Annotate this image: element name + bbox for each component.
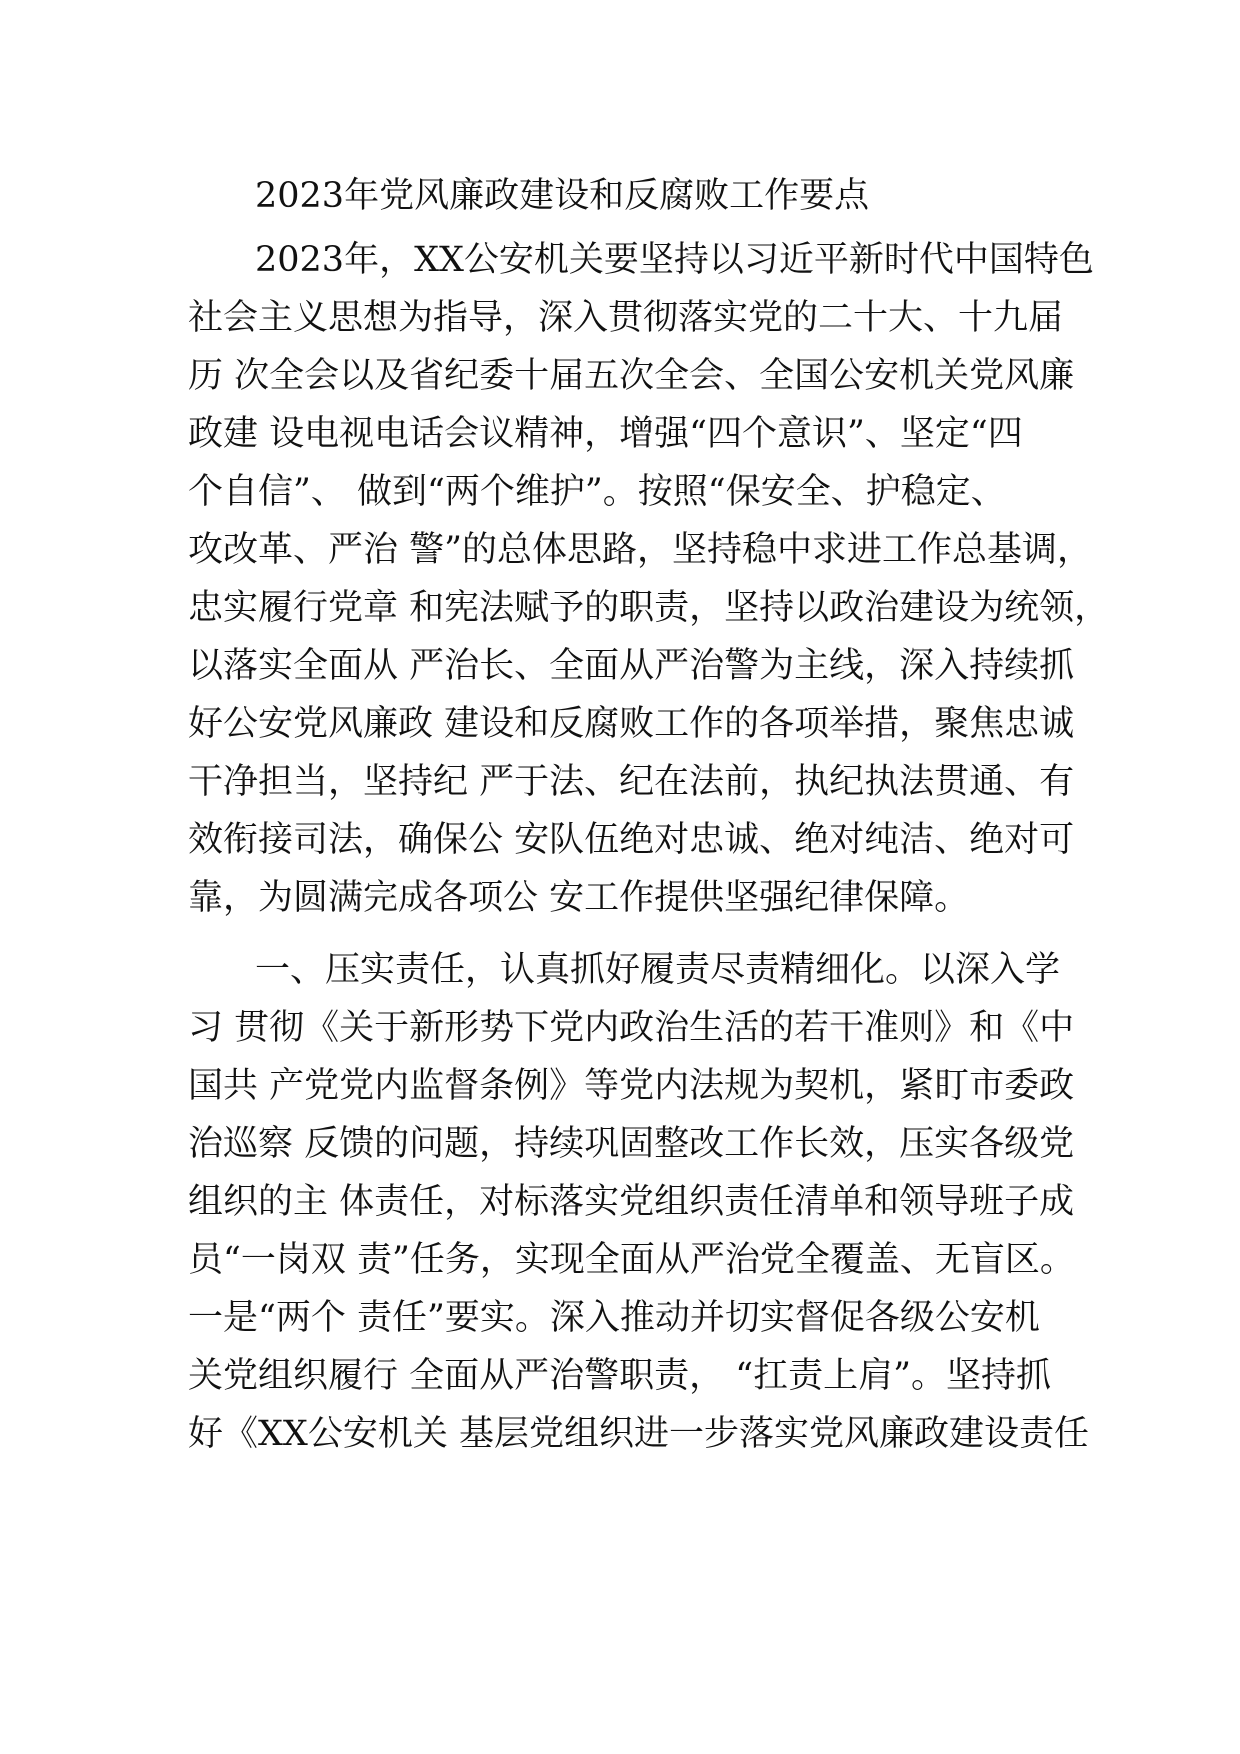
paragraph-line: 攻改革、严治 警”的总体思路，坚持稳中求进工作总基调，	[188, 530, 1093, 570]
section-line: 组织的主 体责任，对标落实党组织责任清单和领导班子成	[188, 1182, 1075, 1222]
section-line: 治巡察 反馈的问题，持续巩固整改工作长效，压实各级党	[188, 1124, 1075, 1164]
paragraph-line: 以落实全面从 严治长、全面从严治警为主线，深入持续抓	[188, 646, 1075, 686]
paragraph-line: 忠实履行党章 和宪法赋予的职责，坚持以政治建设为统领，	[188, 588, 1110, 628]
paragraph-line: 干净担当，坚持纪 严于法、纪在法前，执纪执法贯通、有	[188, 762, 1075, 802]
section-line: 习 贯彻《关于新形势下党内政治生活的若干准则》和《中	[188, 1008, 1075, 1048]
paragraph-line: 社会主义思想为指导，深入贯彻落实党的二十大、十九届	[188, 298, 1064, 338]
section-line: 关党组织履行 全面从严治警职责， “扛责上肩”。坚持抓	[188, 1356, 1052, 1396]
paragraph-line: 政建 设电视电话会议精神，增强“四个意识”、坚定“四	[188, 414, 1023, 454]
paragraph-line: 效衔接司法，确保公 安队伍绝对忠诚、绝对纯洁、绝对可	[188, 820, 1075, 860]
paragraph-line: 个自信”、 做到“两个维护”。按照“保安全、护稳定、	[188, 472, 1006, 512]
paragraph-line: 2023年，XX公安机关要坚持以习近平新时代中国特色	[255, 240, 1094, 280]
section-line: 一是“两个 责任”要实。深入推动并切实督促各级公安机	[188, 1298, 1040, 1338]
section-line: 一、压实责任，认真抓好履责尽责精细化。以深入学	[255, 950, 1061, 990]
paragraph-line: 靠，为圆满完成各项公 安工作提供坚强纪律保障。	[188, 878, 970, 918]
section-line: 好《XX公安机关 基层党组织进一步落实党风廉政建设责任	[188, 1414, 1089, 1454]
section-line: 国共 产党党内监督条例》等党内法规为契机，紧盯市委政	[188, 1066, 1075, 1106]
document-title: 2023年党风廉政建设和反腐败工作要点	[255, 176, 870, 216]
paragraph-line: 历 次全会以及省纪委十届五次全会、全国公安机关党风廉	[188, 356, 1075, 396]
paragraph-line: 好公安党风廉政 建设和反腐败工作的各项举措，聚焦忠诚	[188, 704, 1075, 744]
section-line: 员“一岗双 责”任务，实现全面从严治党全覆盖、无盲区。	[188, 1240, 1075, 1280]
